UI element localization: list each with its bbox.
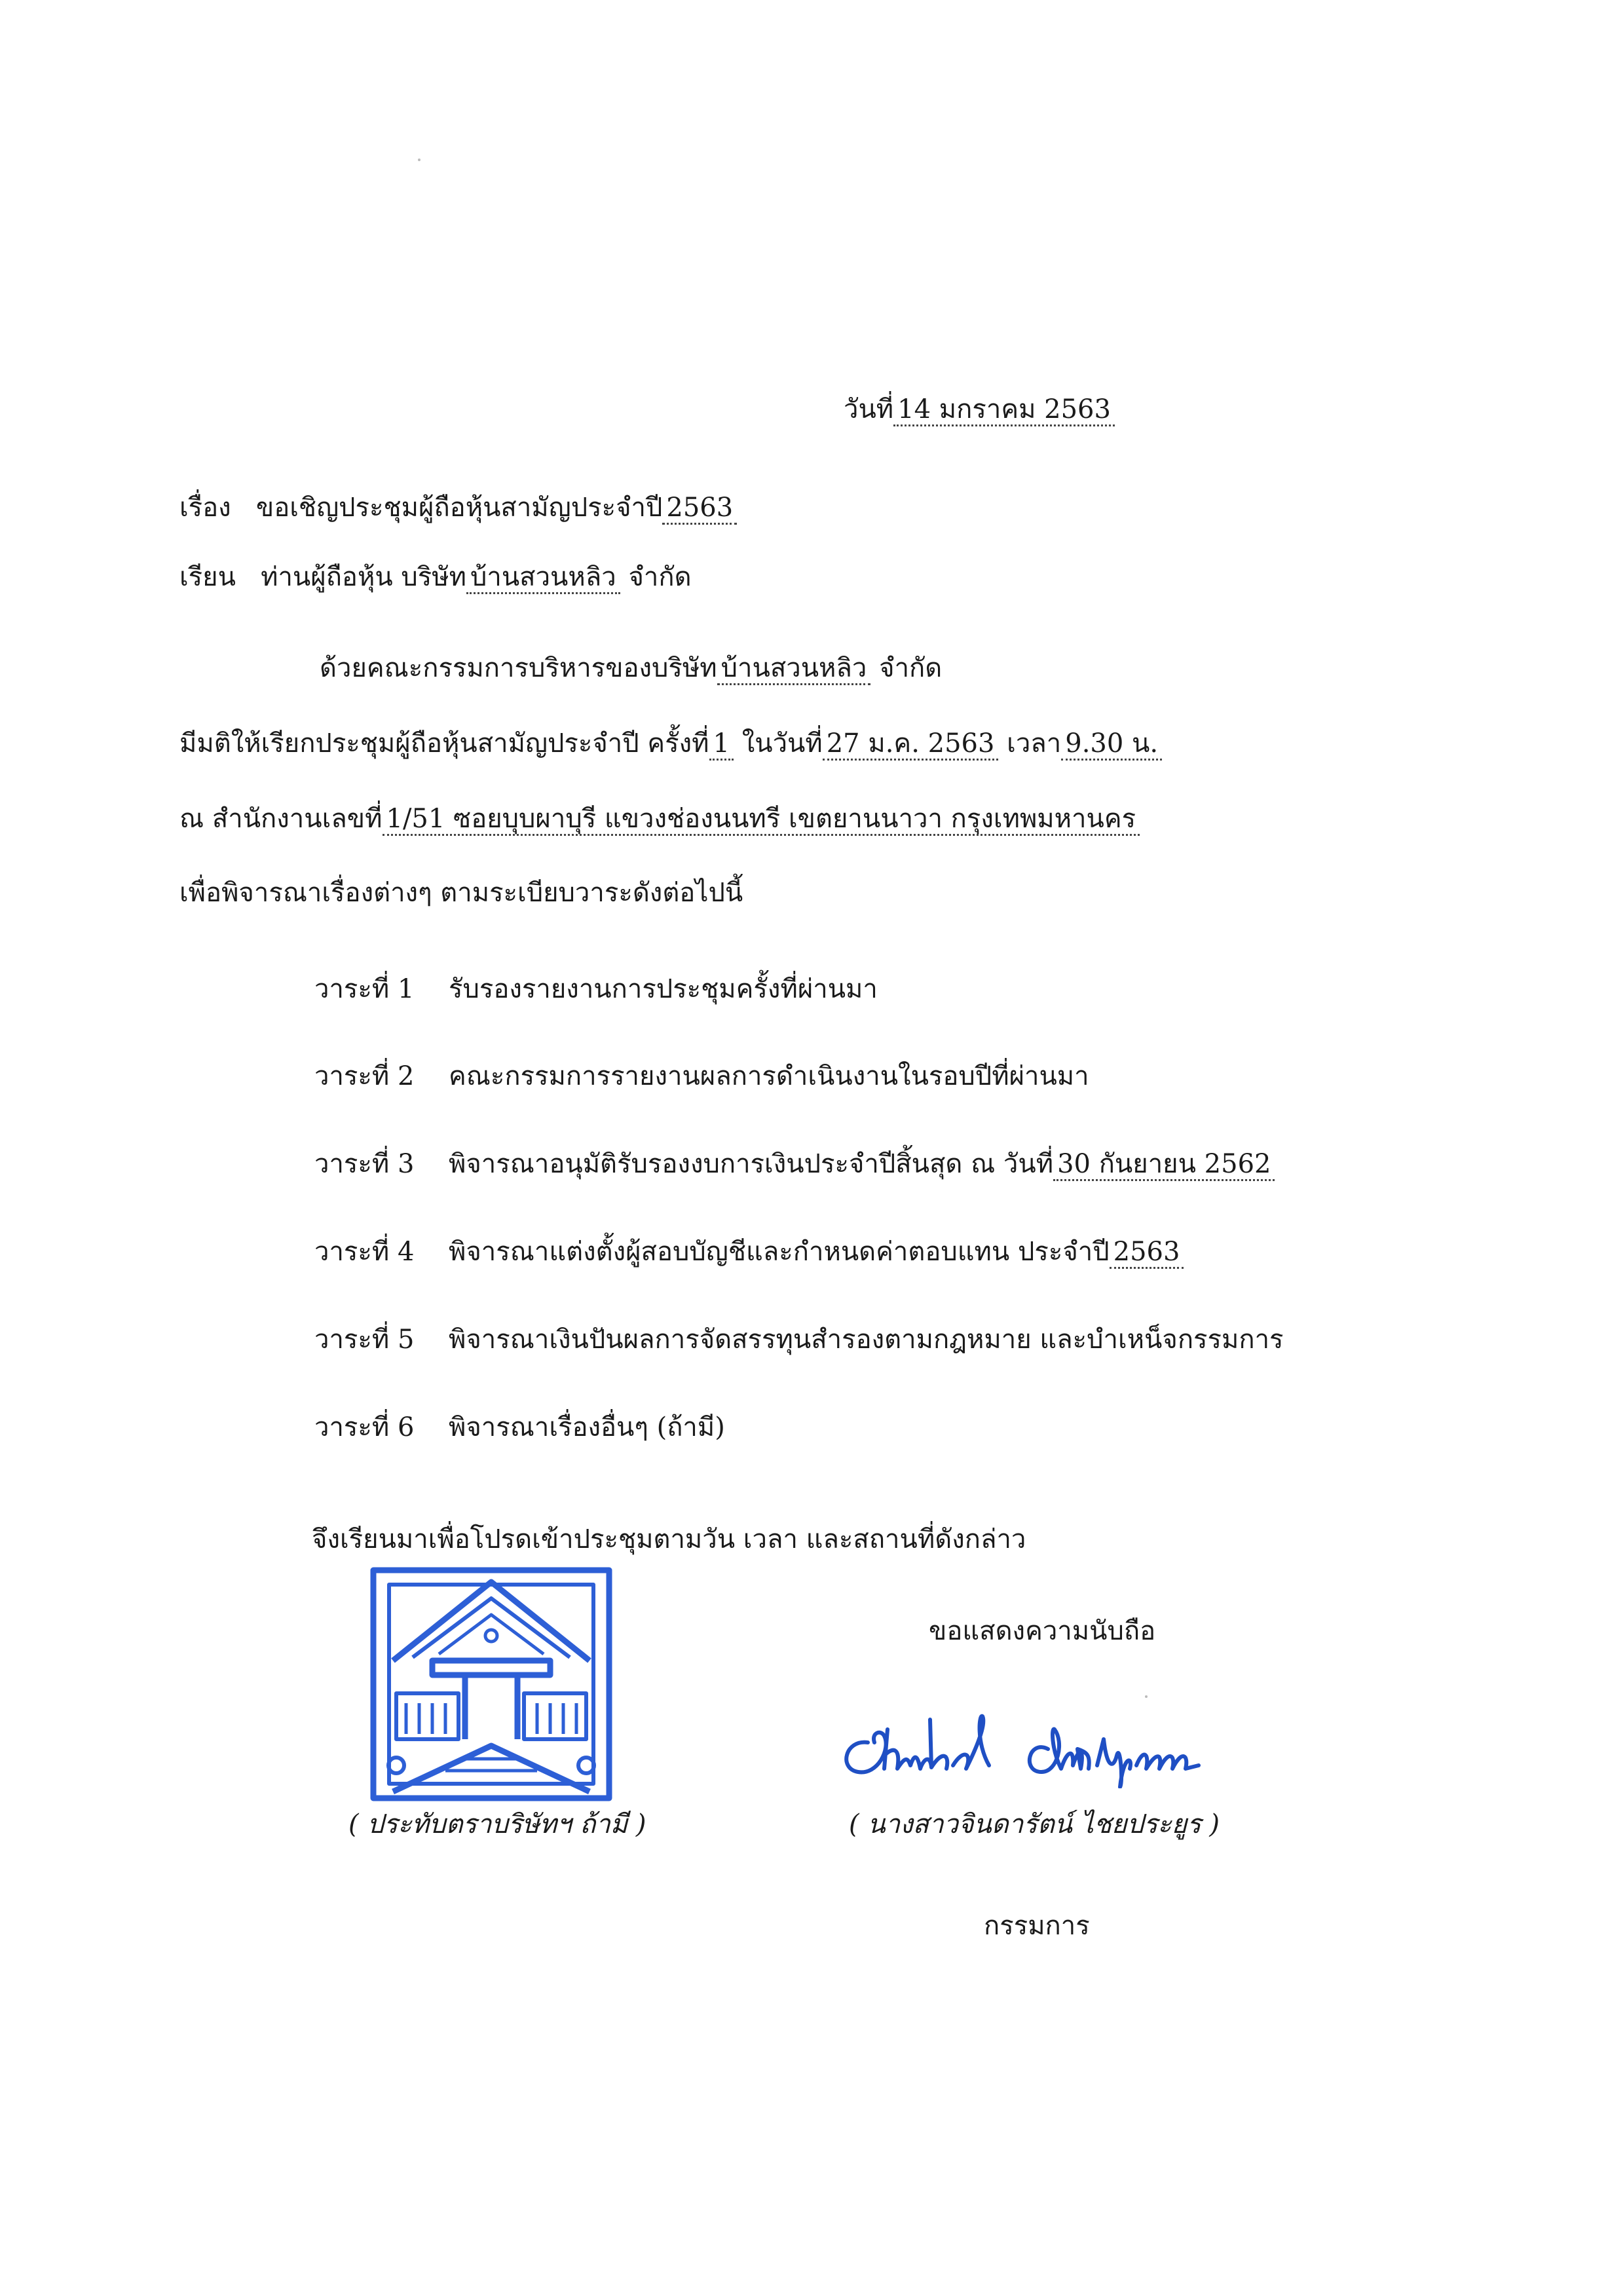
recipient-company: บ้านสวนหลิว xyxy=(466,562,620,594)
agenda-text: รับรองรายงานการประชุมครั้งที่ผ่านมา xyxy=(449,974,878,1004)
body-line-2-c: เวลา xyxy=(1007,728,1062,759)
recipient-suffix: จำกัด xyxy=(628,562,692,592)
meeting-time: 9.30 น. xyxy=(1061,728,1162,761)
body-line-2 xyxy=(179,727,1162,760)
body-line-1 xyxy=(320,652,942,685)
subject-label: เรื่อง xyxy=(179,493,231,523)
body-line-2-b: ในวันที่ xyxy=(741,728,823,759)
agenda-item-6 xyxy=(314,1411,725,1444)
subject-line xyxy=(179,491,737,524)
agenda-label: วาระที่ 4 xyxy=(314,1237,415,1267)
regards-line: ขอแสดงความนับถือ xyxy=(929,1616,1156,1646)
date-line xyxy=(844,393,1115,426)
body-line-4: เพื่อพิจารณาเรื่องต่างๆ ตามระเบียบวาระดังต่อไปนี้ xyxy=(179,878,743,908)
recipient-label: เรียน xyxy=(179,562,236,592)
agenda-item-3 xyxy=(314,1148,1275,1180)
scan-speck xyxy=(1145,1695,1148,1698)
date-value: 14 มกราคม 2563 xyxy=(893,394,1115,426)
recipient-prefix: ท่านผู้ถือหุ้น บริษัท xyxy=(261,562,466,592)
body-line-1-prefix: ด้วยคณะกรรมการบริหารของบริษัท xyxy=(320,653,717,683)
body-company: บ้านสวนหลิว xyxy=(717,653,871,685)
meeting-address: 1/51 ซอยบุบผาบุรี แขวงช่องนนทรี เขตยานนาวา กรุงเทพมหานคร xyxy=(383,804,1140,836)
agenda-fill: 2563 xyxy=(1110,1237,1184,1269)
stamp-caption: ( ประทับตราบริษัทฯ ถ้ามี ) xyxy=(348,1809,646,1839)
recipient-line xyxy=(179,561,692,593)
agenda-label: วาระที่ 6 xyxy=(314,1412,415,1442)
agenda-text: คณะกรรมการรายงานผลการดำเนินงานในรอบปีที่ผ่านมา xyxy=(449,1061,1089,1091)
body-line-3 xyxy=(179,802,1140,835)
agenda-item-4 xyxy=(314,1235,1184,1268)
signature xyxy=(832,1703,1264,1788)
agenda-label: วาระที่ 1 xyxy=(314,974,415,1004)
meeting-date: 27 ม.ค. 2563 xyxy=(823,728,999,761)
body-line-1-suffix: จำกัด xyxy=(879,653,943,683)
subject-text: ขอเชิญประชุมผู้ถือหุ้นสามัญประจำปี xyxy=(255,493,663,523)
agenda-item-5 xyxy=(314,1323,1284,1356)
agenda-text: พิจารณาแต่งตั้งผู้สอบบัญชีและกำหนดค่าตอบแทน ประจำปี xyxy=(449,1237,1110,1267)
body-line-3-a: ณ สำนักงานเลขที่ xyxy=(179,804,383,834)
agenda-text: พิจารณาอนุมัติรับรองงบการเงินประจำปีสิ้นสุด ณ วันที่ xyxy=(449,1149,1054,1179)
scan-speck xyxy=(418,159,421,161)
agenda-text: พิจารณาเรื่องอื่นๆ (ถ้ามี) xyxy=(449,1412,725,1442)
agenda-label: วาระที่ 2 xyxy=(314,1061,415,1091)
agenda-text: พิจารณาเงินปันผลการจัดสรรทุนสำรองตามกฎหมาย และบำเหน็จกรรมการ xyxy=(449,1325,1284,1355)
body-line-2-a: มีมติให้เรียกประชุมผู้ถือหุ้นสามัญประจำปี ครั้งที่ xyxy=(179,728,709,759)
company-stamp xyxy=(367,1562,616,1805)
meeting-number: 1 xyxy=(709,728,734,761)
subject-year: 2563 xyxy=(662,493,737,525)
signer-title: กรรมการ xyxy=(984,1911,1090,1941)
date-label: วันที่ xyxy=(844,394,894,424)
agenda-label: วาระที่ 3 xyxy=(314,1149,415,1179)
agenda-item-1 xyxy=(314,973,878,1006)
closing-line: จึงเรียนมาเพื่อโปรดเข้าประชุมตามวัน เวลา และสถานที่ดังกล่าว xyxy=(312,1524,1026,1554)
agenda-label: วาระที่ 5 xyxy=(314,1325,415,1355)
agenda-fill: 30 กันยายน 2562 xyxy=(1053,1149,1275,1181)
signer-name: ( นางสาวจินดารัตน์ ไชยประยูร ) xyxy=(849,1809,1220,1839)
agenda-item-2 xyxy=(314,1060,1089,1093)
